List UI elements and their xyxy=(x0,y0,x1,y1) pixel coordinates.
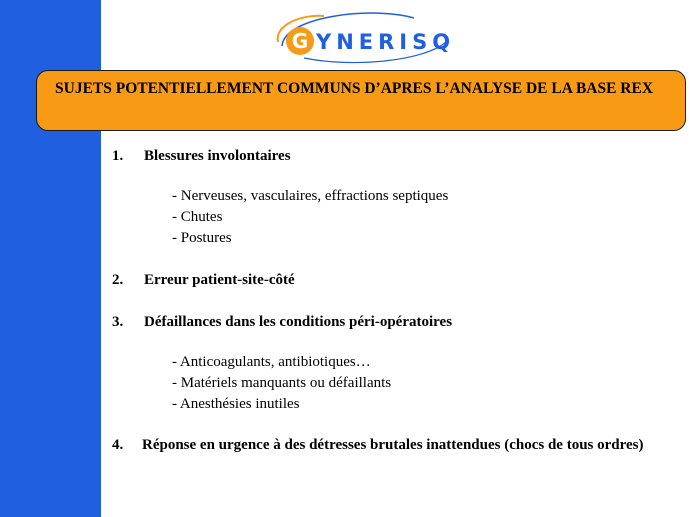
sub-item: - Anesthésies inutiles xyxy=(172,396,300,412)
item-label: Blessures involontaires xyxy=(144,148,291,164)
sub-item: - Anticoagulants, antibiotiques… xyxy=(172,354,371,370)
item-label: Erreur patient-site-côté xyxy=(144,272,295,288)
item-label: Réponse en urgence à des détresses brutales inattendues (chocs de tous ordres) xyxy=(142,437,644,453)
logo-wordmark: YNERISQ xyxy=(316,30,456,54)
item-label: Défaillances dans les conditions péri-opératoires xyxy=(144,314,453,330)
gynerisq-logo xyxy=(264,6,464,66)
item-number: 4. xyxy=(112,437,124,453)
list-item-4 xyxy=(112,434,682,456)
item-number: 1. xyxy=(112,148,124,164)
logo-letter-g: G xyxy=(286,27,314,55)
item-number: 2. xyxy=(112,272,124,288)
sub-item: - Nerveuses, vasculaires, effractions septiques xyxy=(172,188,449,204)
slide-title-box xyxy=(36,70,686,131)
sub-item: - Matériels manquants ou défaillants xyxy=(172,375,392,391)
slide-title: SUJETS POTENTIELLEMENT COMMUNS D’APRES L’ANALYSE DE LA BASE REX xyxy=(55,80,654,97)
list-item-3 xyxy=(112,312,452,333)
list-item-1 xyxy=(112,146,291,167)
item-number: 3. xyxy=(112,314,124,330)
sub-item: - Chutes xyxy=(172,209,223,225)
list-item-2 xyxy=(112,270,295,291)
sub-item: - Postures xyxy=(172,230,232,246)
